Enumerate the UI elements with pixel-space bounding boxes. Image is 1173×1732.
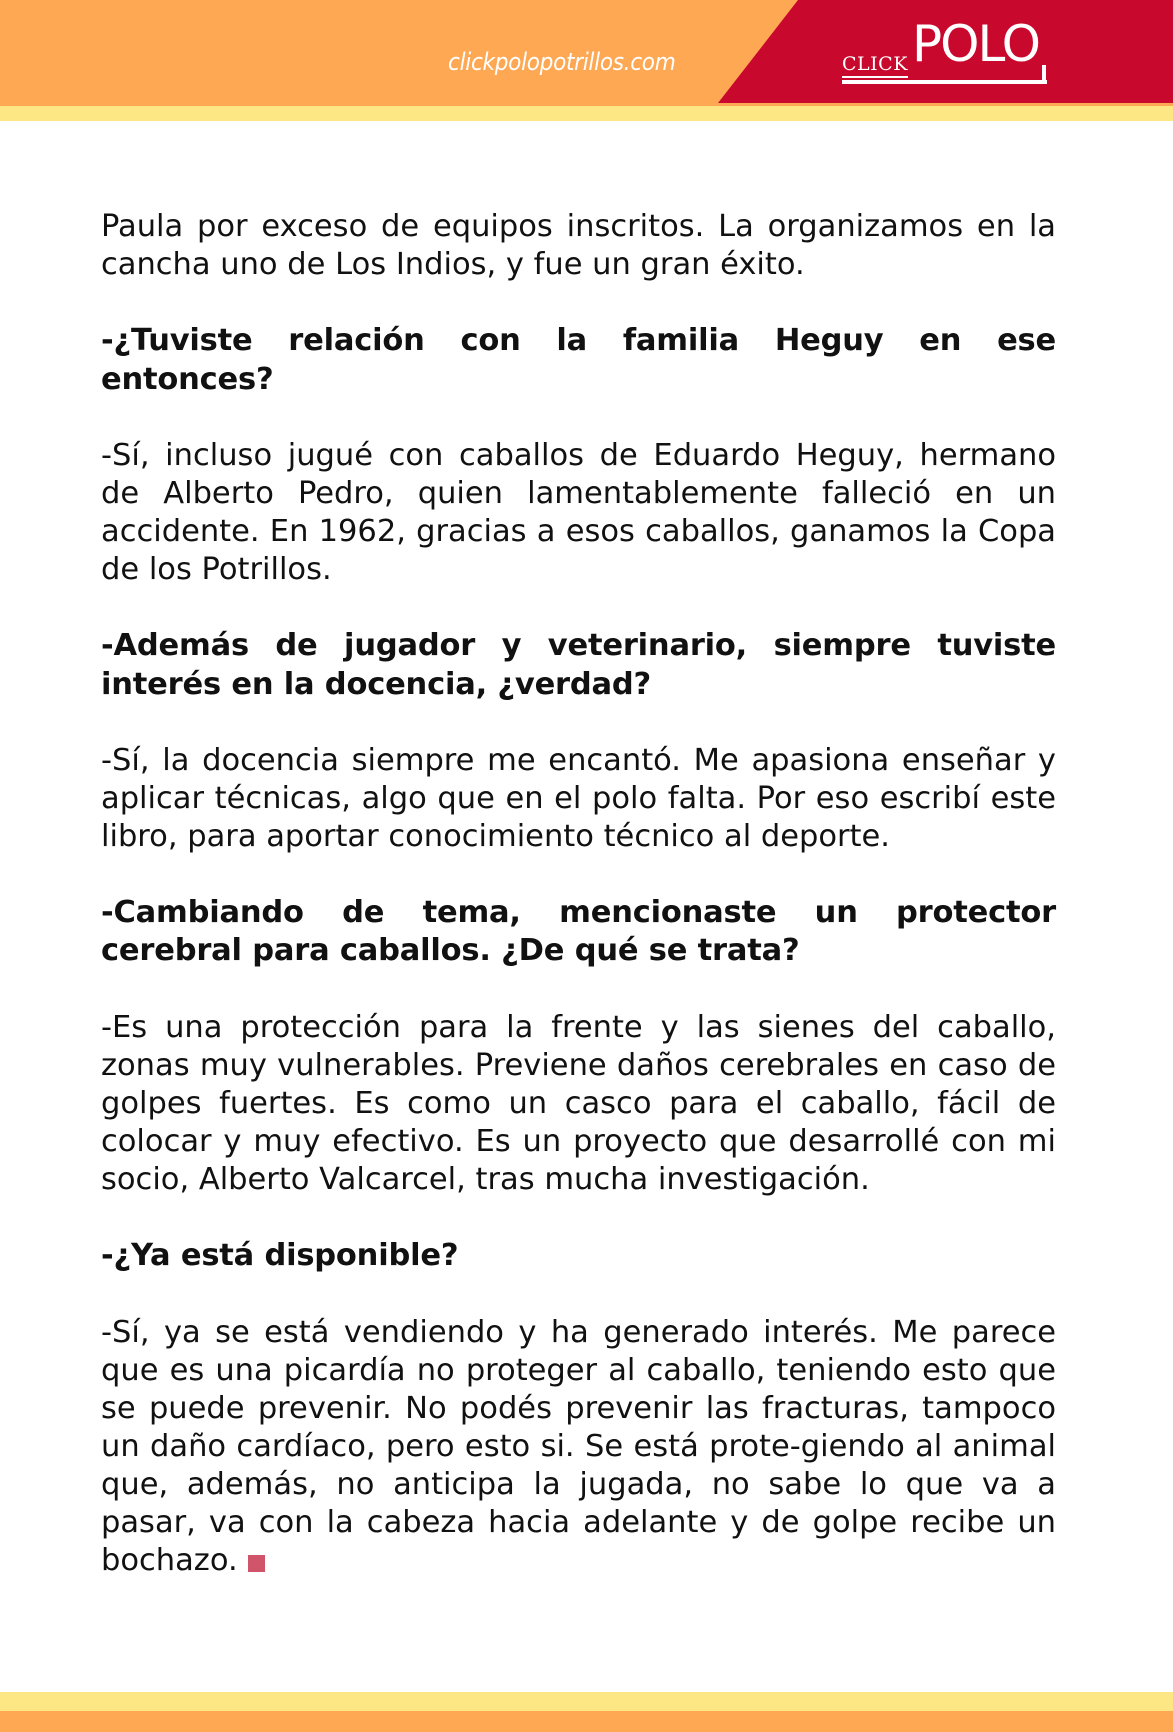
question-heading: -¿Ya está disponible? <box>101 1238 459 1274</box>
question-heading: -Además de jugador y veterinario, siempre tuviste interés en la docencia, ¿verdad? <box>101 628 1056 702</box>
answer-paragraph: -Sí, la docencia siempre me encantó. Me apasiona enseñar y aplicar técnicas, algo que en el polo falta. Por eso escribí este libro, para aportar conocimiento técnico al deporte. <box>101 742 1056 854</box>
end-of-article-mark <box>248 1555 265 1572</box>
page-footer <box>0 1692 1173 1732</box>
site-url[interactable]: clickpolopotrillos.com <box>448 48 676 76</box>
final-answer-paragraph <box>101 1314 1056 1581</box>
clickpolo-logo[interactable] <box>842 15 1052 95</box>
footer-orange-band <box>0 1711 1173 1732</box>
answer-paragraph: Paula por exceso de equipos inscritos. La organizamos en la cancha uno de Los Indios, y fue un gran éxito. <box>101 209 1056 283</box>
final-answer-text: -Sí, ya se está vendiendo y ha generado interés. Me parece que es una picardía no proteger al caballo, teniendo esto que se puede prevenir. No podés prevenir las fracturas, tampoco un daño cardíaco, pero esto si. Se está prote-giendo al animal que, además, no anticipa la jugada, no sabe lo que va a pasar, va con la cabeza hacia adelante y de golpe recibe un bochazo. <box>101 1314 1056 1579</box>
question-heading: -Cambiando de tema, mencionaste un protector cerebral para caballos. ¿De qué se trata? <box>101 895 1056 969</box>
article-body <box>101 208 1056 1619</box>
answer-paragraph: -Es una protección para la frente y las sienes del caballo, zonas muy vulnerables. Previene daños cerebrales en caso de golpes fuertes. Es como un casco para el caballo, fácil de colocar y muy efectivo. Es un proyecto que desarrollé con mi socio, Alberto Valcarcel, tras mucha investigación. <box>101 1009 1056 1198</box>
question-heading: -¿Tuviste relación con la familia Heguy en ese entonces? <box>101 323 1056 397</box>
logo-click-text: CLICK <box>842 53 908 78</box>
answer-paragraph: -Sí, incluso jugué con caballos de Eduardo Heguy, hermano de Alberto Pedro, quien lamentablemente falleció en un accidente. En 1962, gracias a esos caballos, ganamos la Copa de los Potrillos. <box>101 437 1056 588</box>
logo-polo-text: POLO <box>912 15 1039 73</box>
logo-mallet-shaft <box>842 80 1047 84</box>
footer-yellow-stripe <box>0 1692 1173 1711</box>
header-yellow-stripe <box>0 106 1173 121</box>
logo-mallet-head <box>1042 65 1046 84</box>
page-header <box>0 0 1173 121</box>
